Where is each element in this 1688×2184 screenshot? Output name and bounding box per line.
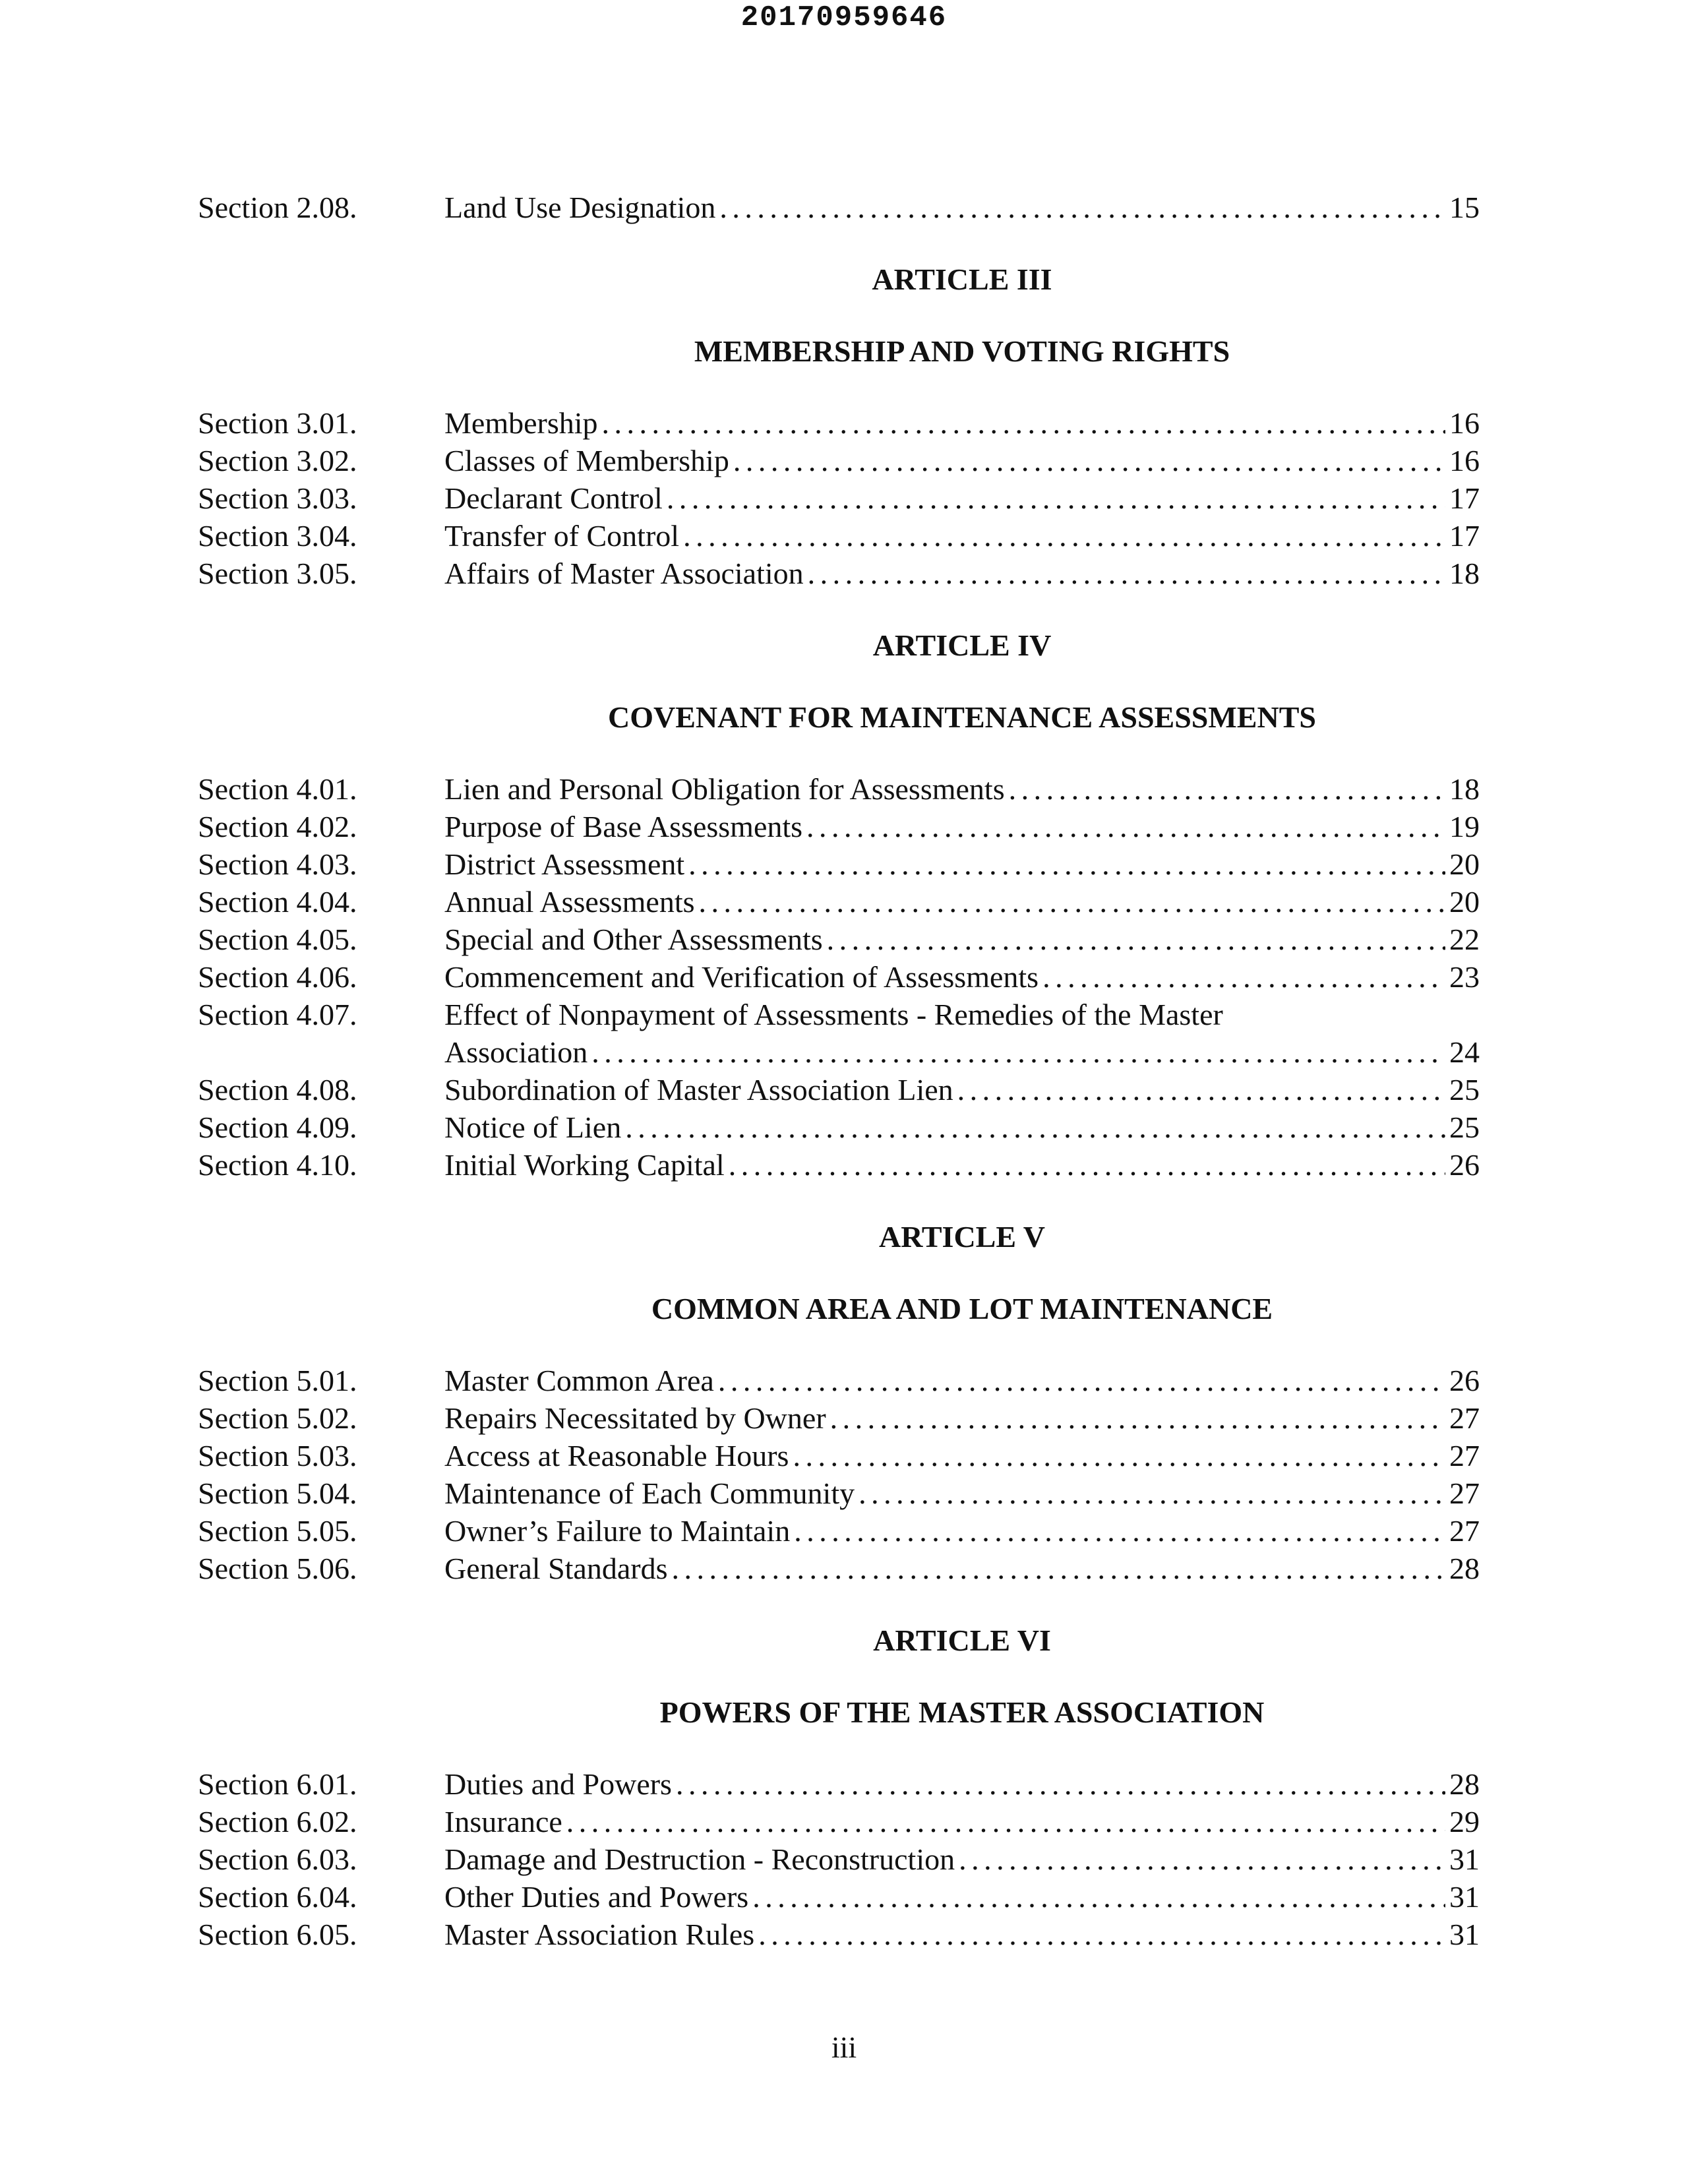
section-number: Section 5.06. — [198, 1552, 357, 1585]
dot-leader — [859, 1474, 1445, 1512]
section-title: Transfer of Control — [444, 519, 680, 553]
page-number: 29 — [1449, 1805, 1480, 1838]
toc-entry — [198, 479, 1480, 517]
toc-entry — [198, 1362, 1480, 1399]
article-heading: POWERS OF THE MASTER ASSOCIATION — [659, 1695, 1265, 1729]
toc-entry — [198, 517, 1480, 555]
toc-entry — [198, 1071, 1480, 1108]
section-title: General Standards — [444, 1552, 668, 1585]
dot-leader — [830, 1399, 1445, 1437]
dot-leader — [672, 1550, 1446, 1587]
article-label: ARTICLE VI — [873, 1623, 1051, 1657]
section-title: Subordination of Master Association Lien — [444, 1073, 953, 1107]
dot-leader — [667, 479, 1445, 517]
article-label: ARTICLE III — [872, 262, 1052, 296]
page-number: 22 — [1449, 923, 1480, 956]
toc-entry — [198, 1108, 1480, 1146]
page-number: 25 — [1449, 1110, 1480, 1144]
page-number: 24 — [1449, 1035, 1480, 1069]
toc-entry — [198, 1840, 1480, 1878]
section-number: Section 2.08. — [198, 191, 357, 224]
dot-leader — [806, 808, 1445, 845]
section-number: Section 5.03. — [198, 1439, 357, 1472]
dot-leader — [683, 517, 1445, 555]
dot-leader — [688, 845, 1445, 883]
section-number: Section 6.02. — [198, 1805, 357, 1838]
section-number: Section 3.05. — [198, 557, 357, 590]
page-footer-number: iii — [831, 2030, 857, 2064]
dot-leader — [591, 1033, 1445, 1071]
section-number: Section 5.02. — [198, 1401, 357, 1435]
dot-leader — [827, 921, 1445, 958]
section-number: Section 6.04. — [198, 1880, 357, 1914]
article-label: ARTICLE IV — [872, 628, 1052, 662]
section-number: Section 5.01. — [198, 1364, 357, 1397]
section-number: Section 4.01. — [198, 772, 357, 806]
page-number: 23 — [1449, 960, 1480, 994]
toc-entry — [198, 442, 1480, 479]
section-number: Section 3.03. — [198, 481, 357, 515]
section-number: Section 4.08. — [198, 1073, 357, 1107]
section-number: Section 4.02. — [198, 810, 357, 843]
dot-leader — [719, 189, 1445, 226]
section-title: Special and Other Assessments — [444, 923, 823, 956]
section-title: Duties and Powers — [444, 1767, 672, 1801]
dot-leader — [959, 1840, 1445, 1878]
section-title: Initial Working Capital — [444, 1148, 725, 1182]
article-label: ARTICLE V — [879, 1220, 1045, 1254]
section-number: Section 5.05. — [198, 1514, 357, 1548]
dot-leader — [794, 1512, 1445, 1550]
toc-entry — [198, 1916, 1480, 1953]
section-number: Section 4.03. — [198, 847, 357, 881]
toc-entry — [198, 845, 1480, 883]
section-title: Notice of Lien — [444, 1110, 622, 1144]
section-title: Master Association Rules — [444, 1918, 755, 1951]
dot-leader — [718, 1362, 1445, 1399]
section-title: Purpose of Base Assessments — [444, 810, 803, 843]
section-title: Access at Reasonable Hours — [444, 1439, 789, 1472]
section-title: Annual Assessments — [444, 885, 695, 919]
section-number: Section 4.05. — [198, 923, 357, 956]
toc-entry — [198, 1437, 1480, 1474]
page-number: 15 — [1449, 191, 1480, 224]
section-title: Maintenance of Each Community — [444, 1476, 855, 1510]
toc-entry — [198, 808, 1480, 845]
page-number: 16 — [1449, 444, 1480, 477]
page-number: 18 — [1449, 772, 1480, 806]
dot-leader — [676, 1765, 1445, 1803]
page-number: 31 — [1449, 1918, 1480, 1951]
section-title: Other Duties and Powers — [444, 1880, 749, 1914]
dot-leader — [733, 442, 1445, 479]
section-number: Section 3.01. — [198, 406, 357, 440]
dot-leader — [808, 555, 1445, 592]
table-of-contents — [198, 189, 1480, 1953]
page-number: 27 — [1449, 1439, 1480, 1472]
page-number: 28 — [1449, 1552, 1480, 1585]
section-number: Section 4.10. — [198, 1148, 357, 1182]
section-title: Commencement and Verification of Assessments — [444, 960, 1039, 994]
toc-entry — [198, 1474, 1480, 1512]
toc-entry — [198, 555, 1480, 592]
page-number: 18 — [1449, 557, 1480, 590]
toc-entry — [198, 1399, 1480, 1437]
section-title: Declarant Control — [444, 481, 663, 515]
section-title: Insurance — [444, 1805, 562, 1838]
toc-entry — [198, 770, 1480, 808]
dot-leader — [793, 1437, 1445, 1474]
section-title: Affairs of Master Association — [444, 557, 804, 590]
toc-entry — [198, 1512, 1480, 1550]
dot-leader — [729, 1146, 1445, 1184]
section-title-line1: Effect of Nonpayment of Assessments - Remedies of the Master — [444, 998, 1223, 1031]
page-number: 31 — [1449, 1880, 1480, 1914]
section-title: Lien and Personal Obligation for Assessments — [444, 772, 1005, 806]
dot-leader — [957, 1071, 1445, 1108]
page-number: 17 — [1449, 519, 1480, 553]
page-number: 19 — [1449, 810, 1480, 843]
toc-entry — [198, 1878, 1480, 1916]
section-number: Section 3.04. — [198, 519, 357, 553]
dot-leader — [1042, 958, 1445, 996]
article-heading: MEMBERSHIP AND VOTING RIGHTS — [694, 334, 1230, 368]
section-number: Section 5.04. — [198, 1476, 357, 1510]
section-number: Section 4.07. — [198, 998, 357, 1031]
toc-entry — [198, 1550, 1480, 1587]
dot-leader — [602, 404, 1445, 442]
section-number: Section 6.05. — [198, 1918, 357, 1951]
page-number: 27 — [1449, 1401, 1480, 1435]
section-title: Repairs Necessitated by Owner — [444, 1401, 826, 1435]
section-title: District Assessment — [444, 847, 685, 881]
page-number: 17 — [1449, 481, 1480, 515]
page-number: 20 — [1449, 847, 1480, 881]
article-heading: COMMON AREA AND LOT MAINTENANCE — [651, 1292, 1273, 1325]
toc-entry — [198, 1803, 1480, 1840]
section-title-line2: Association — [444, 1035, 588, 1069]
section-number: Section 6.01. — [198, 1767, 357, 1801]
dot-leader — [1009, 770, 1445, 808]
dot-leader — [625, 1108, 1445, 1146]
section-number: Section 4.04. — [198, 885, 357, 919]
article-heading: COVENANT FOR MAINTENANCE ASSESSMENTS — [608, 700, 1316, 734]
toc-entry — [198, 1146, 1480, 1184]
section-number: Section 6.03. — [198, 1842, 357, 1876]
page-number: 25 — [1449, 1073, 1480, 1107]
page-number: 27 — [1449, 1514, 1480, 1548]
toc-entry — [198, 189, 1480, 226]
toc-entry — [198, 958, 1480, 996]
toc-entry — [198, 883, 1480, 921]
section-title: Membership — [444, 406, 598, 440]
page-number: 27 — [1449, 1476, 1480, 1510]
page-number: 31 — [1449, 1842, 1480, 1876]
section-title: Land Use Designation — [444, 191, 716, 224]
page-number: 26 — [1449, 1364, 1480, 1397]
section-title: Classes of Membership — [444, 444, 729, 477]
toc-entry — [198, 1765, 1480, 1803]
section-number: Section 3.02. — [198, 444, 357, 477]
page-number: 20 — [1449, 885, 1480, 919]
section-title: Master Common Area — [444, 1364, 714, 1397]
page-number: 26 — [1449, 1148, 1480, 1182]
page-number: 28 — [1449, 1767, 1480, 1801]
page-number: 16 — [1449, 406, 1480, 440]
section-title: Owner’s Failure to Maintain — [444, 1514, 791, 1548]
dot-leader — [758, 1916, 1445, 1953]
toc-entry — [198, 404, 1480, 442]
toc-entry — [198, 996, 1480, 1071]
section-title: Damage and Destruction - Reconstruction — [444, 1842, 955, 1876]
dot-leader — [752, 1878, 1445, 1916]
dot-leader — [699, 883, 1446, 921]
toc-entry — [198, 921, 1480, 958]
document-id: 20170959646 — [740, 1, 948, 34]
dot-leader — [566, 1803, 1445, 1840]
section-number: Section 4.09. — [198, 1110, 357, 1144]
section-number: Section 4.06. — [198, 960, 357, 994]
